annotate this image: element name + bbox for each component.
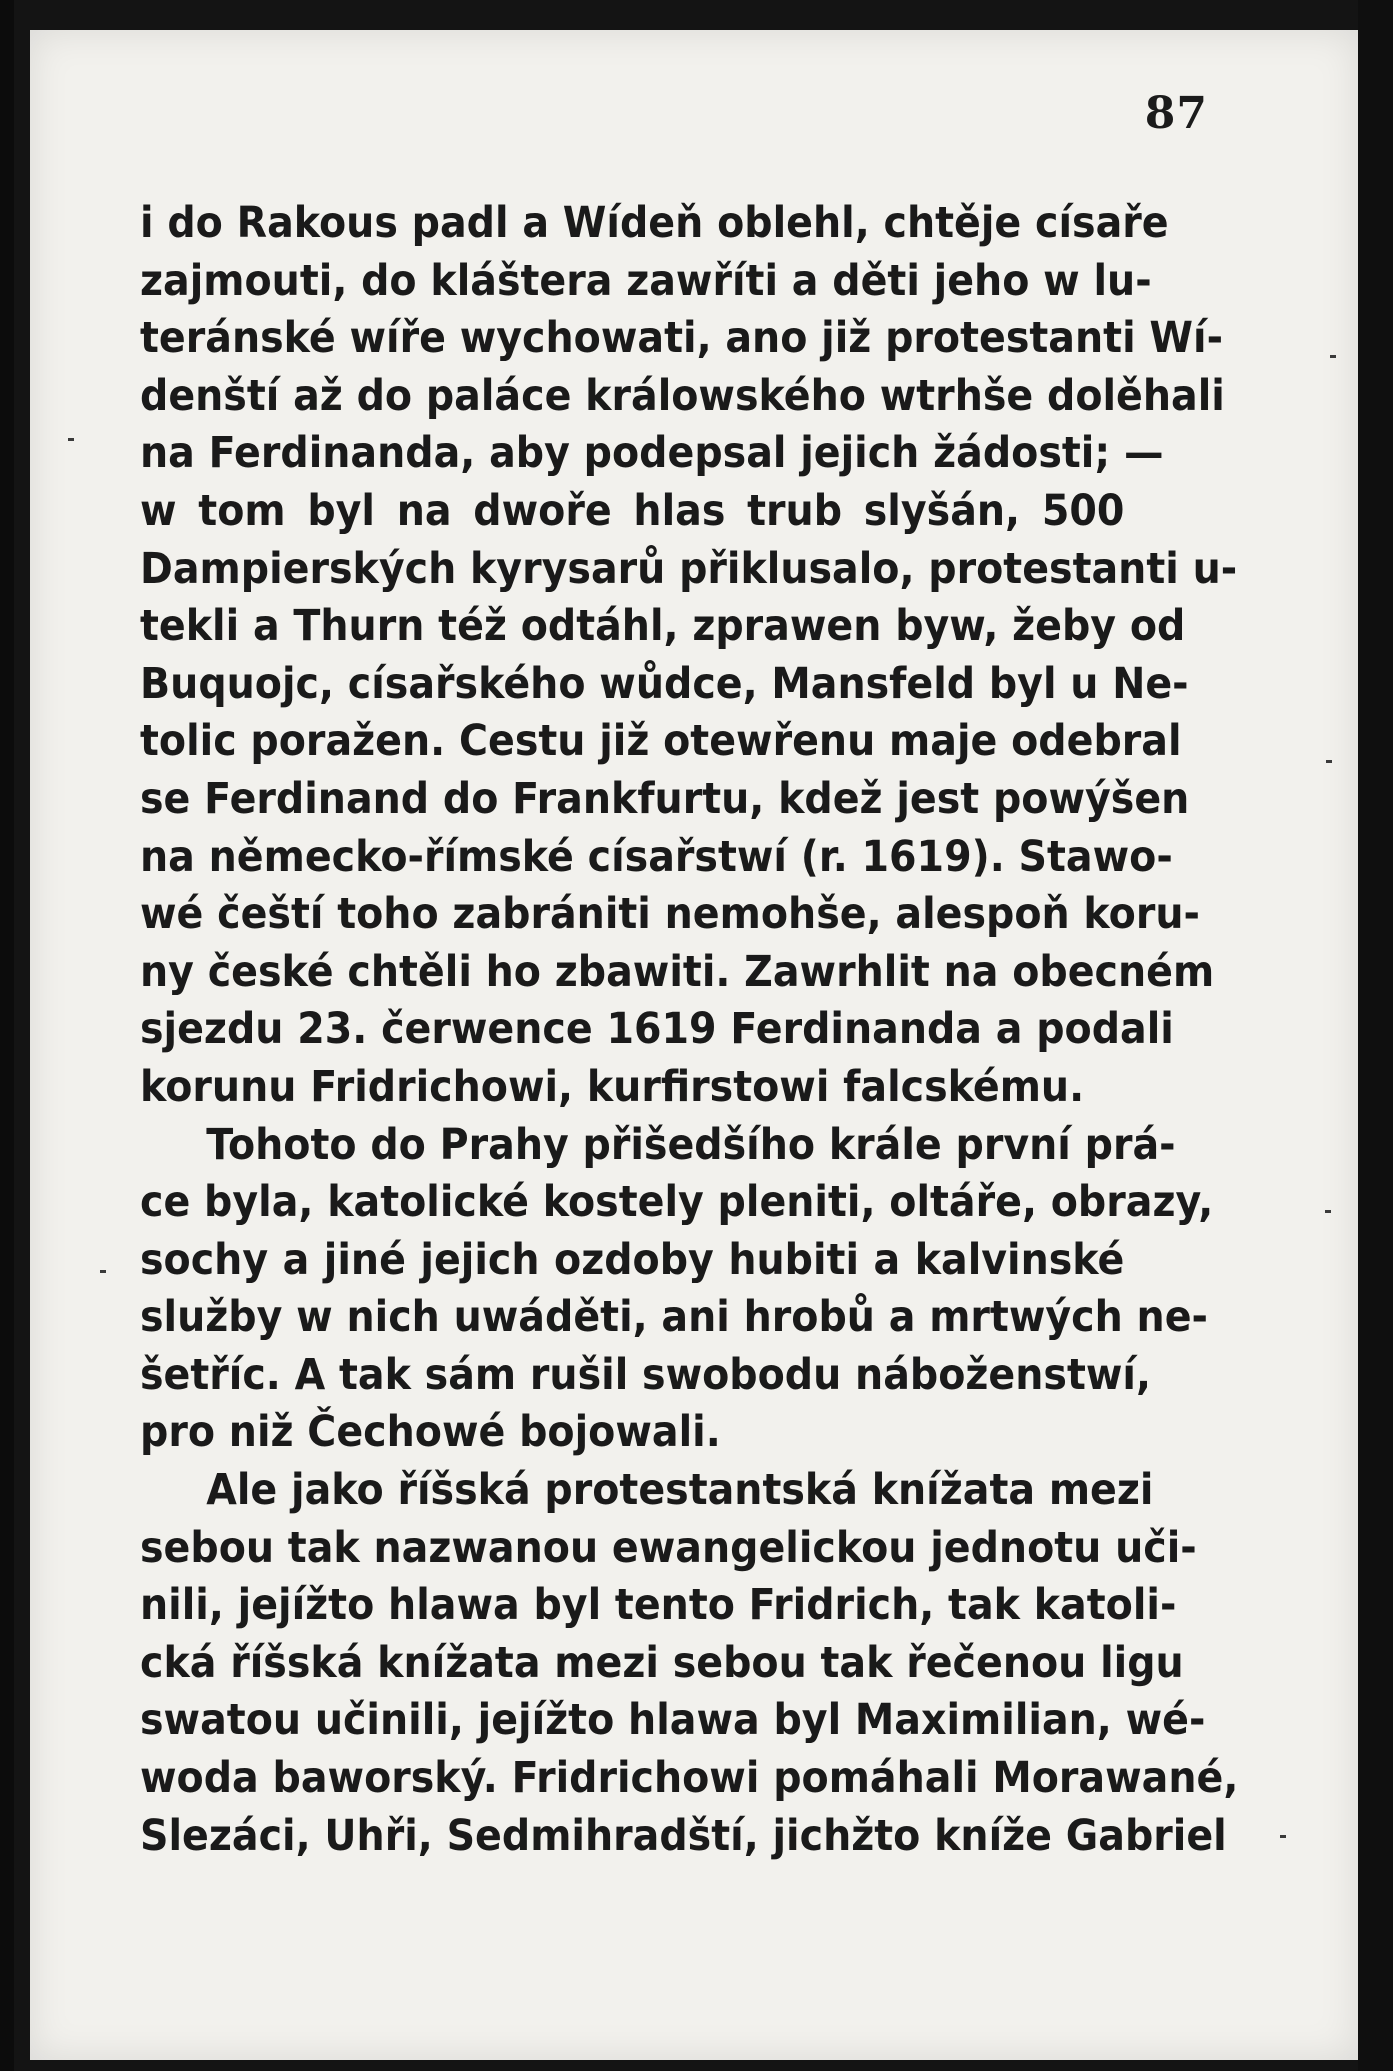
page-body-text: [140, 195, 1239, 1865]
text-line: teránské wíře wychowati, ano již protestanti Wí-: [140, 313, 1224, 364]
print-speck: [68, 438, 74, 441]
page-number: 87: [1144, 88, 1208, 139]
text-line: služby w nich uwáděti, ani hrobů a mrtwých ne-: [140, 1292, 1208, 1343]
text-line: Tohoto do Prahy přišedšího krále první prá-: [206, 1119, 1176, 1170]
text-line: ny české chtěli ho zbawiti. Zawrhlit na obecném: [140, 946, 1215, 997]
text-line: sebou tak nazwanou ewangelickou jednotu uči-: [140, 1522, 1197, 1573]
text-line: sjezdu 23. čerwence 1619 Ferdinanda a podali: [140, 1004, 1174, 1055]
scan-right-border: [1358, 0, 1393, 2071]
print-speck: [1325, 1210, 1331, 1213]
text-line: Ale jako říšská protestantská knížata mezi: [206, 1465, 1154, 1516]
text-line: swatou učinili, jejížto hlawa byl Maximilian, wé-: [140, 1695, 1206, 1746]
text-line: šetříc. A tak sám rušil swobodu náboženstwí,: [140, 1349, 1152, 1400]
book-page: [30, 30, 1358, 2060]
print-speck: [1280, 1835, 1286, 1838]
text-line: woda baworský. Fridrichowi pomáhali Morawané,: [140, 1753, 1239, 1804]
text-line: Dampierských kyrysarů přiklusalo, protestanti u-: [140, 543, 1238, 594]
text-line: cká říšská knížata mezi sebou tak řečenou ligu: [140, 1637, 1184, 1688]
text-line: wé čeští toho zabrániti nemohše, alespoň koru-: [140, 889, 1200, 940]
text-line: w tom byl na dwoře hlas trub slyšán, 500: [140, 485, 1125, 536]
text-line: Slezáci, Uhři, Sedmihradští, jichžto kníže Gabriel: [140, 1810, 1227, 1861]
text-line: pro niž Čechowé bojowali.: [140, 1407, 721, 1458]
text-line: sochy a jiné jejich ozdoby hubiti a kalvinské: [140, 1234, 1125, 1285]
text-line: korunu Fridrichowi, kurfirstowi falcskému.: [140, 1061, 1085, 1112]
text-line: tolic poražen. Cestu již otewřenu maje odebral: [140, 716, 1182, 767]
text-line: i do Rakous padl a Wídeň oblehl, chtěje císaře: [140, 198, 1169, 248]
text-line: zajmouti, do kláštera zawříti a děti jeho w lu-: [140, 255, 1152, 306]
print-speck: [1330, 355, 1336, 358]
text-line: se Ferdinand do Frankfurtu, kdež jest powýšen: [140, 773, 1190, 824]
text-line: na Ferdinanda, aby podepsal jejich žádosti; —: [140, 428, 1164, 479]
text-line: na německo-římské císařstwí (r. 1619). Stawo-: [140, 831, 1173, 882]
text-line: tekli a Thurn též odtáhl, zprawen byw, žeby od: [140, 601, 1186, 652]
text-line: ce byla, katolické kostely pleniti, oltáře, obrazy,: [140, 1177, 1214, 1228]
text-line: Buquojc, císařského wůdce, Mansfeld byl u Ne-: [140, 658, 1189, 709]
text-line: nili, jejížto hlawa byl tento Fridrich, tak katoli-: [140, 1580, 1177, 1631]
scan-left-border: [0, 0, 14, 2071]
print-speck: [100, 1270, 106, 1273]
text-line: denští až do paláce králowského wtrhše dolěhali: [140, 370, 1225, 421]
print-speck: [1326, 760, 1332, 763]
